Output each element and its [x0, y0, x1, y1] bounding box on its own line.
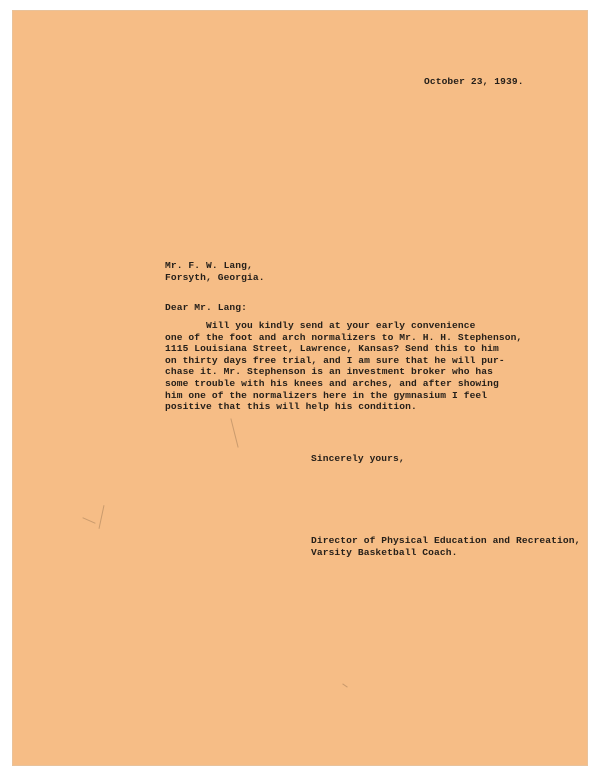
recipient-address — [165, 260, 265, 283]
body-line: one of the foot and arch normalizers to Mr. H. H. Stephenson, — [165, 331, 523, 343]
paper-mark — [82, 517, 95, 524]
body-line: him one of the normalizers here in the gymnasium I feel — [165, 389, 488, 401]
letter-body — [165, 320, 522, 413]
closing: Sincerely yours, — [311, 453, 405, 464]
recipient-city: Forsyth, Georgia. — [165, 271, 265, 283]
paper-mark — [342, 683, 347, 687]
signature-title-1: Director of Physical Education and Recreation, — [311, 535, 581, 546]
paper-mark — [99, 505, 105, 529]
body-line: Will you kindly send at your early convenience — [165, 320, 476, 331]
body-line: positive that this will help his condition. — [165, 401, 417, 413]
signature-block — [311, 535, 580, 558]
body-line: 1115 Louisiana Street, Lawrence, Kansas? Send this to him — [165, 343, 499, 355]
body-line: chase it. Mr. Stephenson is an investment broker who has — [165, 366, 494, 378]
paper-mark — [230, 418, 238, 447]
letter-sheet — [12, 10, 588, 766]
letter-date: October 23, 1939. — [424, 76, 524, 87]
body-line: some trouble with his knees and arches, and after showing — [165, 377, 499, 389]
body-line: on thirty days free trial, and I am sure that he will pur- — [165, 354, 505, 366]
salutation: Dear Mr. Lang: — [165, 302, 248, 313]
signature-title-2: Varsity Basketball Coach. — [311, 546, 458, 558]
recipient-name: Mr. F. W. Lang, — [165, 260, 253, 271]
